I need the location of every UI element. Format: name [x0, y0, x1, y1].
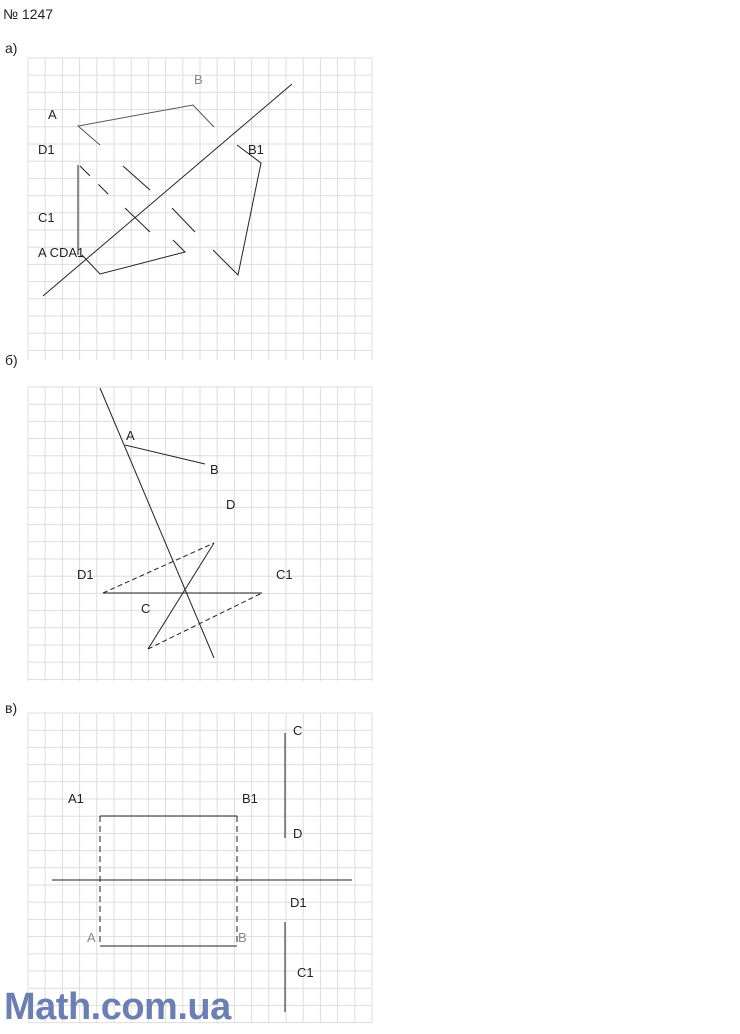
figure-c: [0, 705, 400, 1025]
segment-b-ab: [125, 445, 205, 464]
label-c-D: D: [293, 826, 303, 841]
dash-b-d1d: [103, 543, 214, 593]
part-c-label: в): [5, 700, 18, 716]
segment-a-b1: [213, 145, 261, 275]
label-a-B1: B1: [248, 142, 264, 157]
label-b-D1: D1: [77, 567, 94, 582]
label-a-B: B: [194, 72, 203, 87]
segment-a-bottom: [82, 240, 185, 274]
figure-a-grid: [28, 58, 372, 360]
label-b-D: D: [226, 497, 236, 512]
label-c-C: C: [293, 723, 303, 738]
label-c-C1: C1: [297, 965, 314, 980]
label-b-C: C: [141, 601, 151, 616]
line-b-axis: [100, 388, 214, 658]
label-b-C1: C1: [276, 567, 293, 582]
label-b-A: A: [126, 428, 135, 443]
label-a-ACDA1: A CDA1: [38, 245, 85, 260]
figure-b: [0, 380, 400, 685]
label-c-D1: D1: [290, 895, 307, 910]
problem-number: № 1247: [3, 6, 54, 22]
dash-a-1: [80, 166, 110, 196]
label-a-D1: D1: [38, 142, 55, 157]
part-a-label: а): [5, 40, 18, 56]
label-a-C1: C1: [38, 210, 55, 225]
part-b-label: б): [5, 352, 18, 368]
label-c-A: A: [87, 930, 96, 945]
watermark-logo: Math.com.ua: [4, 986, 231, 1028]
figure-c-grid: [28, 713, 372, 1023]
segment-a-ab: [78, 105, 214, 145]
dash-a-4: [172, 208, 195, 232]
label-a-A: A: [48, 107, 57, 122]
figure-b-grid: [28, 387, 372, 681]
figure-a: [0, 40, 400, 365]
label-c-B1: B1: [242, 791, 258, 806]
label-c-B: B: [238, 930, 247, 945]
label-b-B: B: [210, 462, 219, 477]
dash-a-3: [125, 208, 150, 232]
label-c-A1: A1: [68, 791, 84, 806]
